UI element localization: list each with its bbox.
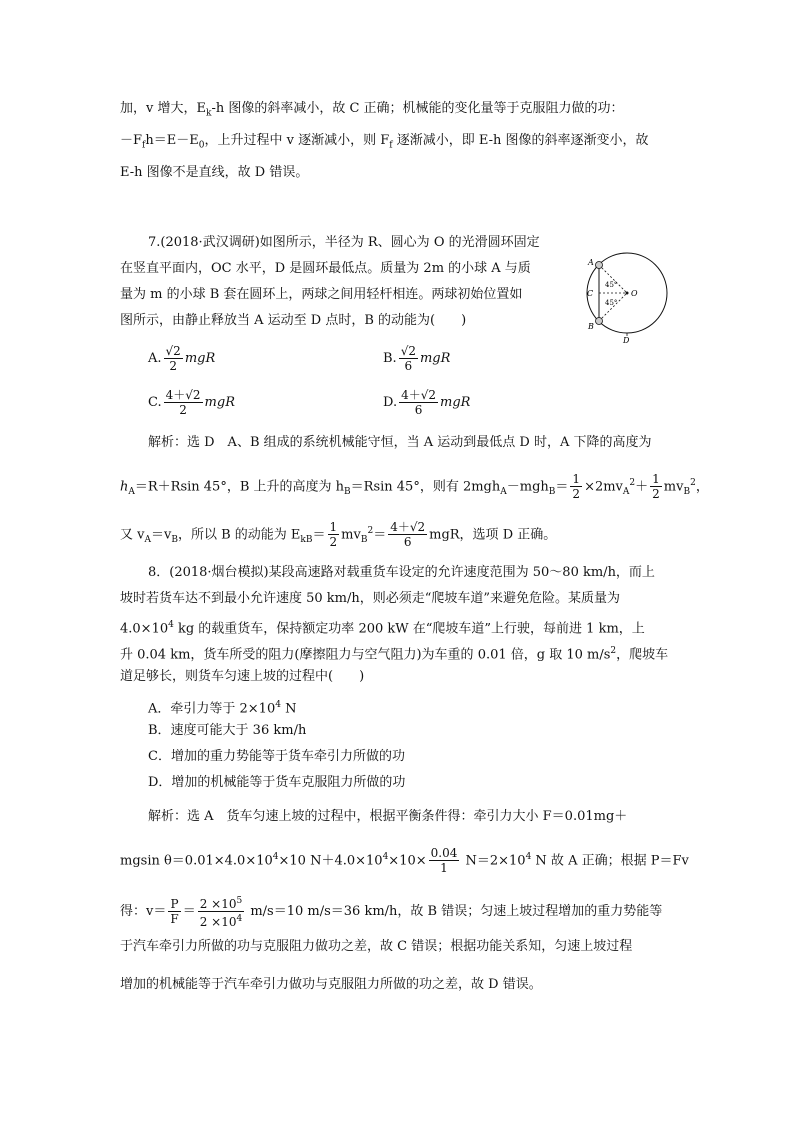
superscript: 2	[367, 526, 374, 536]
text: 又 v	[120, 527, 145, 543]
q7-option-c	[148, 388, 235, 417]
text: 得：v＝	[120, 904, 167, 919]
text: kg 的载重货车，保持额定功率 200 kW 在“爬坡车道”上行驶，每前进 1 km，上	[173, 621, 645, 637]
text: 逐渐减小，即 E-h 图像的斜率逐渐变小，故	[392, 133, 649, 148]
fraction	[388, 520, 427, 549]
text: h	[120, 479, 129, 495]
fraction	[570, 472, 582, 501]
fraction	[399, 388, 438, 417]
denominator: 2	[329, 535, 338, 550]
text: －F	[120, 133, 143, 148]
subscript: B	[344, 486, 351, 497]
q8-stem-line	[120, 614, 645, 640]
q8-stem-line	[120, 640, 668, 666]
text: 道足够长，则货车匀速上坡的过程中( )	[120, 669, 365, 684]
fraction	[168, 897, 180, 926]
numerator: P	[168, 897, 180, 912]
text: ×2mv	[584, 479, 623, 495]
q7-option-a	[148, 344, 215, 373]
superscript: 4	[272, 852, 279, 862]
fraction	[164, 344, 183, 373]
denominator: 2	[169, 359, 177, 373]
denominator: 2	[652, 487, 660, 502]
q8-solution-line	[120, 894, 662, 929]
ball-a	[596, 262, 603, 269]
q8-solution-line	[120, 846, 689, 875]
text: ＝Rsin 45°，则有 2mgh	[350, 479, 501, 495]
q8-option-b	[148, 720, 306, 742]
denominator: 1	[440, 861, 448, 876]
paragraph-line	[120, 130, 648, 157]
text: ，上升过程中 v 逐渐减小，则 F	[204, 133, 390, 148]
numerator: 1	[572, 472, 581, 487]
q8-solution-line	[120, 974, 542, 996]
superscript: 2	[610, 646, 617, 656]
angle-label: 45°	[605, 299, 618, 307]
text: N＝2×10	[461, 853, 526, 869]
label-a: A	[588, 258, 594, 267]
fraction	[399, 344, 418, 373]
numerator: 1	[652, 472, 660, 487]
q7-option-b	[383, 344, 450, 373]
option-tail: mgR	[440, 395, 471, 410]
text: 量为 m 的小球 B 套在圆环上，两球之间用轻杆相连。两球初始位置如	[120, 287, 523, 302]
text: ，	[695, 479, 709, 495]
numerator: √2	[400, 344, 416, 358]
superscript: 2	[629, 478, 636, 488]
text: ×10×	[388, 853, 427, 869]
radius-ob	[599, 293, 627, 321]
numerator: 4＋√2	[390, 520, 426, 535]
text: ，爬坡车	[616, 647, 669, 663]
q7-solution-line	[120, 472, 709, 503]
subscript: f	[142, 140, 146, 151]
subscript: A	[500, 486, 507, 497]
denominator: 6	[404, 359, 413, 373]
denominator: 2	[179, 403, 187, 417]
text: h＝E－E	[145, 133, 199, 148]
subscript: B	[171, 534, 178, 545]
text: 解析：选 A 货车匀速上坡的过程中，根据平衡条件得：牵引力大小 F＝0.01mg＋	[148, 809, 628, 824]
text: A．牵引力等于 2×10	[148, 701, 276, 717]
q7-stem-line	[120, 258, 531, 280]
text: mgsin θ＝0.01×4.0×10	[120, 853, 273, 869]
subscript: A	[128, 486, 135, 497]
denominator: 6	[403, 535, 412, 550]
q8-solution-line	[148, 806, 627, 828]
q7-option-d	[383, 388, 470, 417]
q7-solution-line	[120, 520, 556, 551]
label-c: C	[587, 289, 594, 298]
text: 加，v 增大，E	[120, 101, 206, 116]
option-tail: mgR	[204, 395, 235, 410]
text: mgR，选项 D 正确。	[429, 527, 557, 543]
fraction	[328, 520, 340, 549]
superscript: 4	[525, 852, 532, 862]
option-label: C.	[148, 395, 162, 410]
text: －mgh	[506, 479, 549, 495]
text: B．速度可能大于 36 km/h	[148, 723, 307, 738]
q7-stem-line	[120, 284, 522, 306]
numerator: 4＋√2	[401, 388, 437, 402]
numerator: 0.04	[430, 846, 458, 861]
text: ＝	[312, 527, 326, 543]
q8-solution-line	[120, 936, 632, 958]
text: 在竖直平面内，OC 水平，D 是圆环最低点。质量为 2m 的小球 A 与质	[120, 261, 531, 276]
text: 8．(2018·烟台模拟)某段高速路对载重货车设定的允许速度范围为 50～80 km/h，而上	[148, 565, 655, 580]
numerator: 4＋√2	[165, 388, 201, 402]
denominator: 2	[572, 487, 581, 502]
denominator: 6	[414, 403, 423, 417]
circle-diagram	[565, 245, 675, 345]
fraction	[164, 388, 203, 417]
text: ＋	[635, 479, 649, 495]
numerator: 1	[329, 520, 338, 535]
text: mv	[663, 479, 684, 495]
text: ＝	[373, 527, 387, 543]
q8-stem-line	[120, 666, 364, 688]
text: 解析：选 D A、B 组成的系统机械能守恒，当 A 运动到最低点 D 时，A 下降的高度为	[148, 435, 652, 450]
superscript: 4	[275, 700, 281, 710]
subscript: 0	[198, 140, 205, 151]
q8-option-d	[148, 772, 405, 794]
superscript: 2	[690, 478, 696, 488]
text: m/s＝10 m/s＝36 km/h，故 B 错误；匀速上坡过程增加的重力势能等	[246, 904, 663, 919]
option-label: A.	[148, 351, 162, 366]
option-tail: mgR	[419, 351, 451, 366]
superscript: 5	[236, 896, 243, 906]
superscript: 4	[168, 620, 174, 630]
numerator	[198, 894, 245, 912]
numerator: √2	[165, 344, 181, 358]
text: 升 0.04 km，货车所受的阻力(摩擦阻力与空气阻力)为车重的 0.01 倍，g 取 10 m/s	[120, 647, 611, 663]
label-d: D	[623, 336, 630, 345]
angle-label: 45°	[605, 281, 618, 289]
text: E-h 图像不是直线，故 D 错误。	[120, 165, 309, 180]
q8-option-c	[148, 746, 405, 768]
subscript: k	[205, 108, 212, 119]
text: 图所示，由静止释放当 A 运动至 D 点时，B 的动能为( )	[120, 313, 467, 328]
text: ×10 N＋4.0×10	[278, 853, 383, 869]
subscript: f	[389, 140, 393, 151]
label-o: O	[631, 289, 638, 298]
text: 2 ×10	[199, 897, 237, 911]
center-point	[626, 292, 629, 295]
option-label: B.	[383, 351, 397, 366]
text: D．增加的机械能等于货车克服阻力所做的功	[148, 775, 406, 790]
superscript: 4	[236, 914, 243, 924]
subscript: B	[360, 534, 368, 545]
option-tail: mgR	[184, 351, 216, 366]
text: ，所以 B 的动能为 E	[177, 527, 301, 543]
label-b: B	[588, 322, 594, 331]
text: N 故 A 正确；根据 P＝Fv	[531, 853, 689, 869]
q8-option-a	[148, 694, 296, 720]
subscript: B	[548, 486, 556, 497]
text: 于汽车牵引力所做的功与克服阻力做功之差，故 C 错误；根据功能关系知，匀速上坡过程	[120, 939, 633, 954]
text: 坡时若货车达不到最小允许速度 50 km/h，则必须走“爬坡车道”来避免危险。某质量为	[120, 591, 621, 606]
superscript: 4	[382, 852, 389, 862]
text: C．增加的重力势能等于货车牵引力所做的功	[148, 749, 405, 764]
text: 增加的机械能等于汽车牵引力做功与克服阻力所做的功之差，故 D 错误。	[120, 977, 542, 992]
denominator	[198, 912, 245, 929]
ball-b	[596, 318, 603, 325]
text: 7.(2018·武汉调研)如图所示，半径为 R、圆心为 O 的光滑圆环固定	[148, 235, 540, 250]
subscript: B	[683, 486, 691, 497]
text: ＝v	[150, 527, 172, 543]
fraction	[650, 472, 662, 501]
q8-stem-line	[148, 562, 655, 584]
text: 4.0×10	[120, 621, 169, 637]
q7-stem-line	[148, 232, 540, 254]
subscript: kB	[300, 534, 313, 545]
text: ＝	[182, 904, 196, 919]
fraction	[429, 846, 460, 875]
text: ＝R＋Rsin 45°，B 上升的高度为 h	[134, 479, 345, 495]
subscript: A	[144, 534, 151, 545]
q8-stem-line	[120, 588, 620, 610]
option-label: D.	[383, 395, 398, 410]
fraction	[198, 894, 245, 929]
text: N	[280, 701, 297, 717]
paragraph-line	[120, 98, 624, 125]
text: 2 ×10	[199, 915, 237, 929]
text: mv	[341, 527, 361, 543]
text: ＝	[555, 479, 569, 495]
q7-solution-line	[148, 432, 652, 454]
paragraph-line	[120, 162, 308, 184]
q7-stem-line	[120, 310, 466, 332]
denominator: F	[170, 912, 179, 926]
text: -h 图像的斜率减小，故 C 正确；机械能的变化量等于克服阻力做的功：	[211, 101, 624, 116]
subscript: A	[622, 486, 630, 497]
